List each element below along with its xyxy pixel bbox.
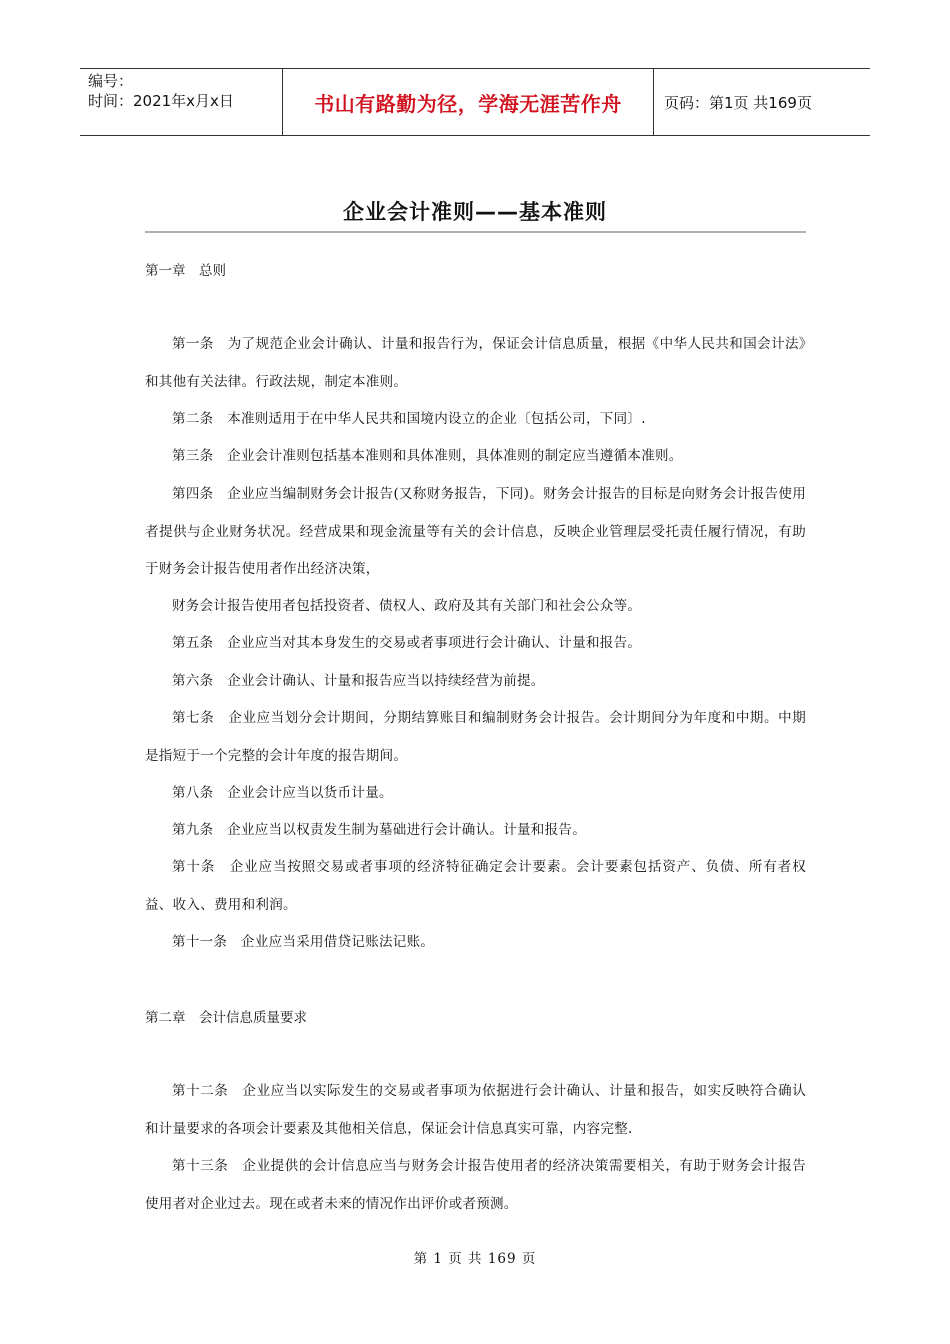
article-4-continued: 财务会计报告使用者包括投资者、债权人、政府及其有关部门和社会公众等。 (172, 598, 642, 614)
title-divider (145, 231, 806, 233)
article-11: 第十一条 企业应当采用借贷记账法记账。 (172, 934, 435, 950)
article-12: 第十二条 企业应当以实际发生的交易或者事项为依据进行会计确认、计量和报告，如实反映符合确认和计量要求的各项会计要素及其他相关信息，保证会计信息真实可靠，内容完整. (145, 1083, 806, 1137)
article-10: 第十条 企业应当按照交易或者事项的经济特征确定会计要素。会计要素包括资产、负债、所有者权益、收入、费用和利润。 (145, 859, 806, 913)
article-3: 第三条 企业会计准则包括基本准则和具体准则，具体准则的制定应当遵循本准则。 (172, 448, 683, 464)
article-4: 第四条 企业应当编制财务会计报告(又称财务报告，下同)。财务会计报告的目标是向财务会计报告使用者提供与企业财务状况。经营成果和现金流量等有关的会计信息，反映企业管理层受托责任履行情况，有助于财务会计报告使用者作出经济决策， (145, 486, 806, 577)
document-number-label: 编号： (88, 72, 134, 90)
chapter-heading-1: 第一章 总则 (145, 263, 226, 279)
article-8: 第八条 企业会计应当以货币计量。 (172, 785, 393, 801)
article-5: 第五条 企业应当对其本身发生的交易或者事项进行会计确认、计量和报告。 (172, 635, 642, 651)
header-page-info: 页码：第1页 共169页 (664, 93, 812, 112)
page-footer: 第 1 页 共 169 页 (413, 1251, 537, 1267)
document-title: 企业会计准则——基本准则 (343, 200, 607, 224)
document-header (80, 68, 870, 136)
article-9: 第九条 企业应当以权责发生制为墓础进行会计确认。计量和报告。 (172, 822, 586, 838)
article-2: 第二条 本准则适用于在中华人民共和国境内设立的企业〔包括公司，下同〕. (172, 411, 646, 427)
document-time-label: 时间：2021年x月x日 (88, 92, 234, 110)
article-1: 第一条 为了规范企业会计确认、计量和报告行为，保证会计信息质量，根据《中华人民共和国会计法》和其他有关法律。行政法规，制定本准则。 (145, 336, 806, 390)
chapter-heading-2: 第二章 会计信息质量要求 (145, 1010, 307, 1026)
article-6: 第六条 企业会计确认、计量和报告应当以持续经营为前提。 (172, 673, 545, 689)
header-meta (80, 69, 282, 135)
article-7: 第七条 企业应当划分会计期间，分期结算账目和编制财务会计报告。会计期间分为年度和中期。中期是指短于一个完整的会计年度的报告期间。 (145, 710, 806, 764)
article-13: 第十三条 企业提供的会计信息应当与财务会计报告使用者的经济决策需要相关，有助于财务会计报告使用者对企业过去。现在或者未来的情况作出评价或者预测。 (145, 1158, 806, 1212)
header-motto: 书山有路勤为径，学海无涯苦作舟 (282, 69, 654, 135)
